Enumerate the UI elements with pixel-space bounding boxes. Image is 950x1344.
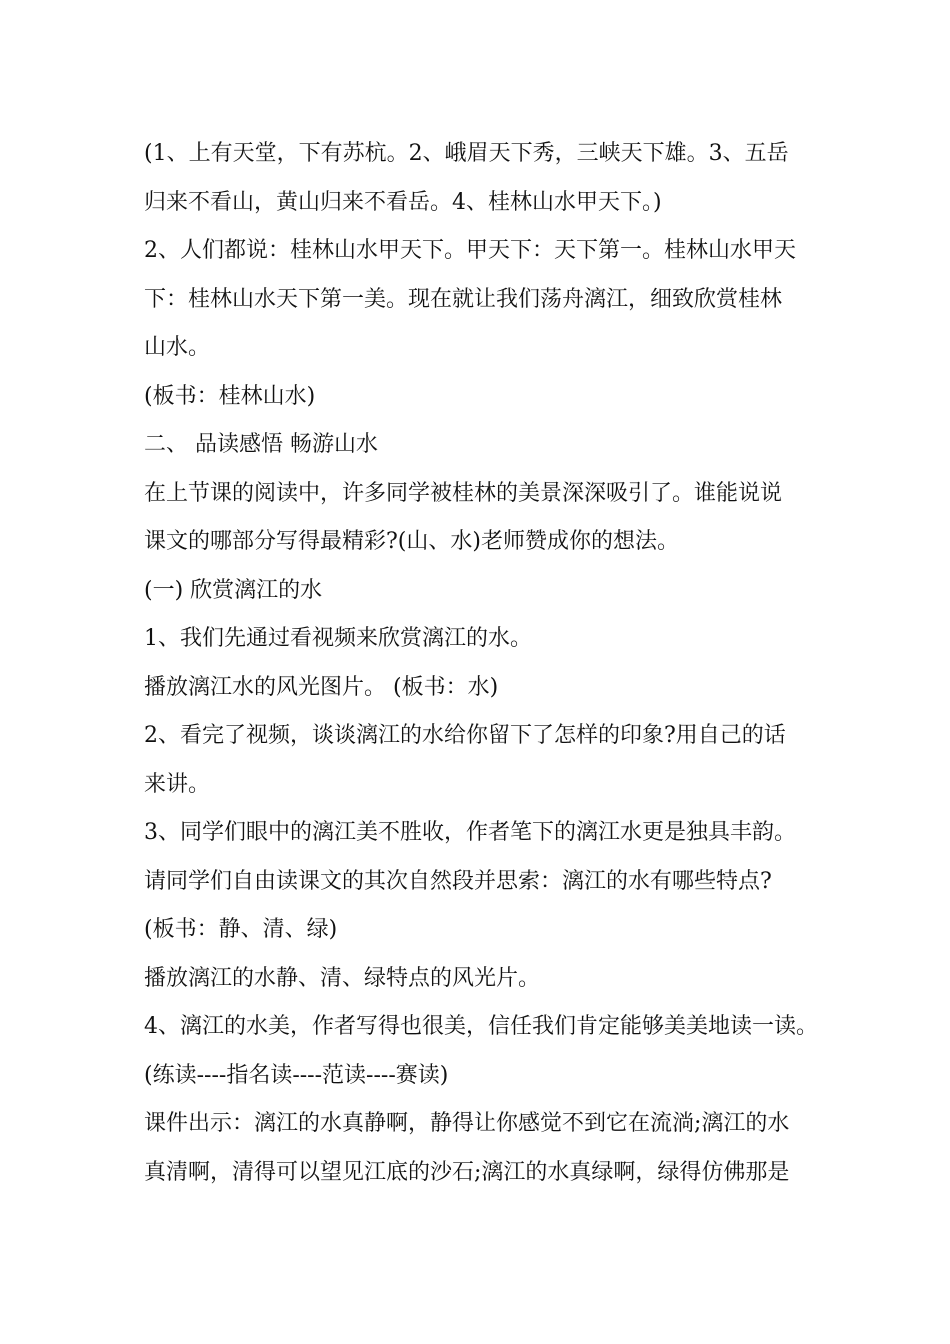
text-line: 1、我们先通过看视频来欣赏漓江的水。 bbox=[144, 626, 532, 651]
text-line: 真清啊，清得可以望见江底的沙石;漓江的水真绿啊，绿得仿佛那是 bbox=[144, 1159, 790, 1185]
text-line: 归来不看山，黄山归来不看岳。4、桂林山水甲天下。) bbox=[144, 189, 662, 215]
text-line: 播放漓江的水静、清、绿特点的风光片。 bbox=[144, 965, 541, 991]
text-line: 2、人们都说：桂林山水甲天下。甲天下：天下第一。桂林山水甲天 bbox=[144, 238, 796, 263]
text-line: (板书：静、清、绿) bbox=[144, 917, 338, 942]
text-line: 下：桂林山水天下第一美。现在就让我们荡舟漓江，细致欣赏桂林 bbox=[144, 286, 783, 312]
text-line: 2、看完了视频，谈谈漓江的水给你留下了怎样的印象?用自己的话 bbox=[144, 723, 786, 748]
text-line: 在上节课的阅读中，许多同学被桂林的美景深深吸引了。谁能说说 bbox=[144, 480, 783, 506]
text-line: (板书：桂林山水) bbox=[144, 383, 316, 409]
text-line: (练读----指名读----范读----赛读) bbox=[144, 1062, 449, 1088]
text-line: 3、同学们眼中的漓江美不胜收，作者笔下的漓江水更是独具丰韵。 bbox=[144, 820, 796, 845]
text-line: 课件出示：漓江的水真静啊，静得让你感觉不到它在流淌;漓江的水 bbox=[144, 1111, 790, 1136]
text-line: 4、漓江的水美，作者写得也很美，信任我们肯定能够美美地读一读。 bbox=[144, 1014, 818, 1039]
text-line: 山水。 bbox=[144, 335, 211, 360]
section-heading: 二、 品读感悟 畅游山水 bbox=[144, 432, 378, 457]
subsection-heading: (一) 欣赏漓江的水 bbox=[144, 577, 323, 603]
text-line: (1、上有天堂，下有苏杭。2、峨眉天下秀，三峡天下雄。3、五岳 bbox=[144, 141, 789, 166]
text-line: 请同学们自由读课文的其次自然段并思索：漓江的水有哪些特点? bbox=[144, 868, 772, 894]
text-line: 来讲。 bbox=[144, 771, 211, 797]
text-line: 播放漓江水的风光图片。 (板书：水) bbox=[144, 674, 499, 700]
text-line: 课文的哪部分写得最精彩?(山、水)老师赞成你的想法。 bbox=[144, 529, 679, 554]
document-body bbox=[144, 130, 824, 1197]
